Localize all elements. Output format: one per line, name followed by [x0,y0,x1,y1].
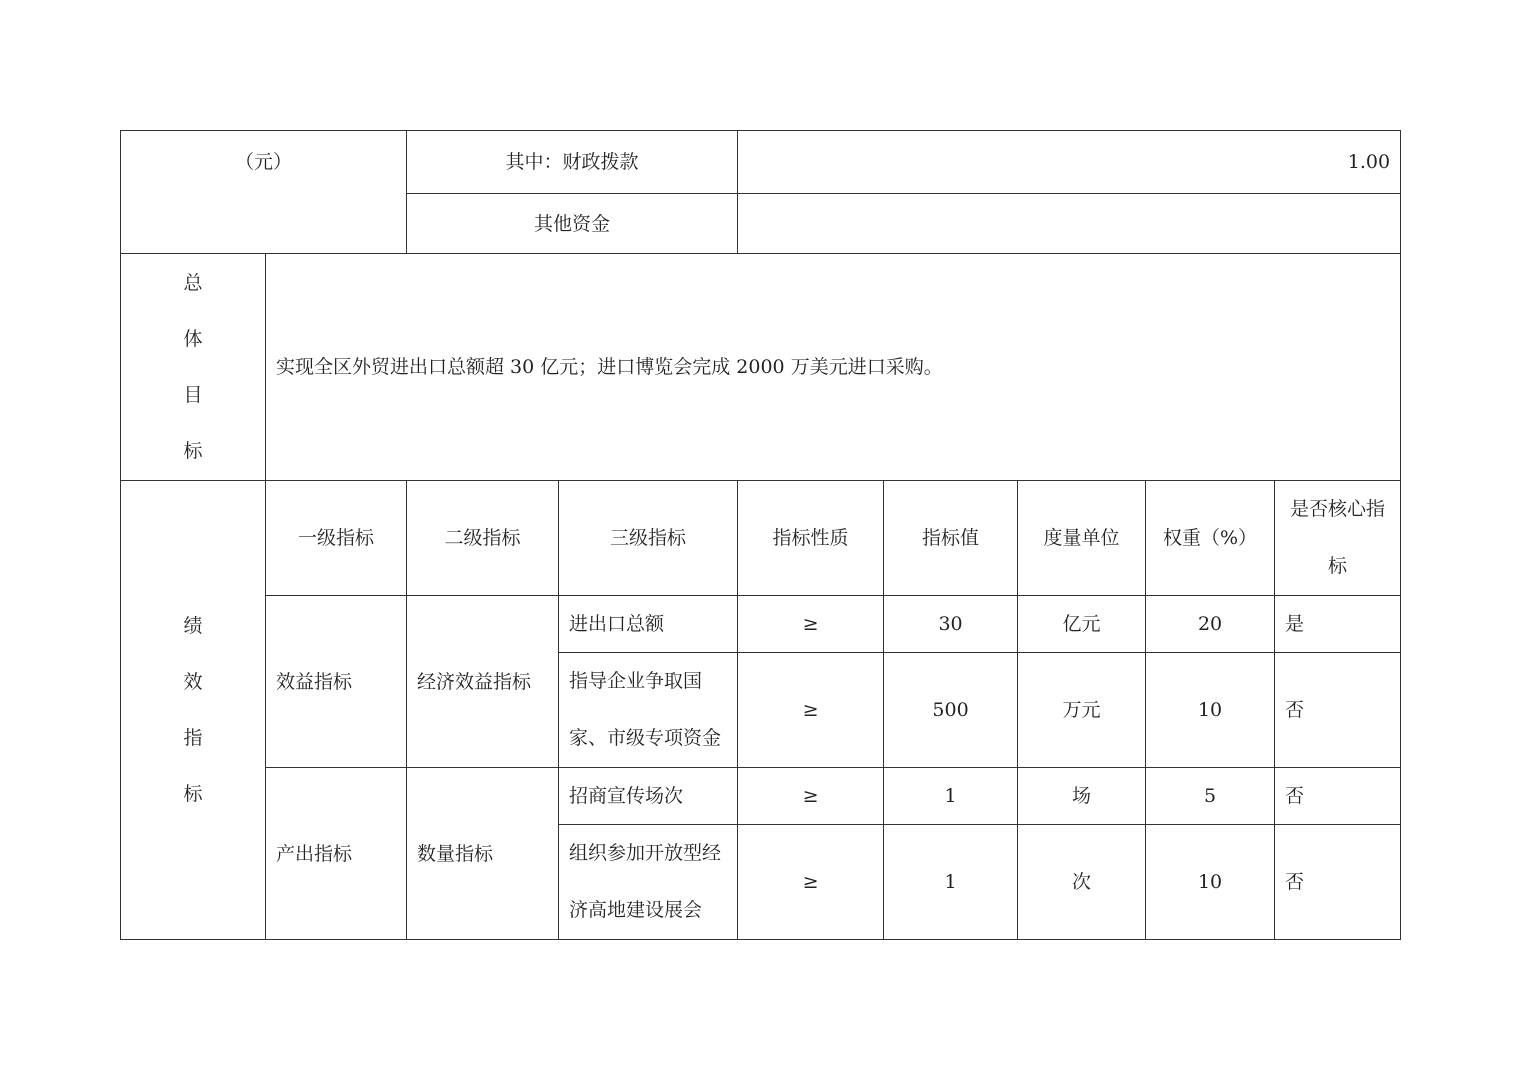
budget-label-other: 其他资金 [407,194,738,254]
header-unit: 度量单位 [1018,481,1146,596]
unit-cell: 次 [1018,825,1146,940]
weight-cell: 5 [1146,768,1275,825]
core-cell: 否 [1275,768,1401,825]
value-cell: 1 [884,768,1018,825]
header-core: 是否核心指标 [1275,481,1401,596]
level1-cell: 效益指标 [266,596,407,768]
nature-cell: ≥ [738,825,884,940]
performance-label-char: 绩 [183,615,203,637]
budget-value-other [738,194,1401,254]
nature-cell: ≥ [738,596,884,653]
unit-cell: 场 [1018,768,1146,825]
level2-cell: 数量指标 [407,768,559,940]
core-cell: 否 [1275,825,1401,940]
performance-label-char: 标 [183,783,203,805]
header-weight: 权重（%） [1146,481,1275,596]
weight-cell: 10 [1146,825,1275,940]
goal-label-char: 体 [183,328,203,350]
level3-cell: 招商宣传场次 [559,768,738,825]
nature-cell: ≥ [738,653,884,768]
header-level3: 三级指标 [559,481,738,596]
header-value: 指标值 [884,481,1018,596]
header-level2: 二级指标 [407,481,559,596]
performance-table [120,130,1401,940]
performance-label-char: 效 [183,671,203,693]
core-cell: 是 [1275,596,1401,653]
level3-cell: 进出口总额 [559,596,738,653]
level2-cell: 经济效益指标 [407,596,559,768]
goal-label [121,254,266,481]
header-level1: 一级指标 [266,481,407,596]
goal-label-char: 总 [183,272,203,294]
budget-value-fiscal: 1.00 [738,131,1401,194]
value-cell: 500 [884,653,1018,768]
goal-text: 实现全区外贸进出口总额超 30 亿元；进口博览会完成 2000 万美元进口采购。 [266,254,1401,481]
unit-cell: 万元 [1018,653,1146,768]
level1-cell: 产出指标 [266,768,407,940]
weight-cell: 20 [1146,596,1275,653]
level3-cell: 指导企业争取国家、市级专项资金 [559,653,738,768]
core-cell: 否 [1275,653,1401,768]
level3-cell: 组织参加开放型经济高地建设展会 [559,825,738,940]
unit-cell: 亿元 [1018,596,1146,653]
nature-cell: ≥ [738,768,884,825]
goal-label-char: 标 [183,440,203,462]
performance-label [121,481,266,940]
performance-label-char: 指 [183,727,203,749]
budget-label-fiscal: 其中：财政拨款 [407,131,738,194]
goal-label-char: 目 [183,384,203,406]
value-cell: 30 [884,596,1018,653]
budget-unit-label: （元） [121,131,407,254]
header-nature: 指标性质 [738,481,884,596]
value-cell: 1 [884,825,1018,940]
weight-cell: 10 [1146,653,1275,768]
